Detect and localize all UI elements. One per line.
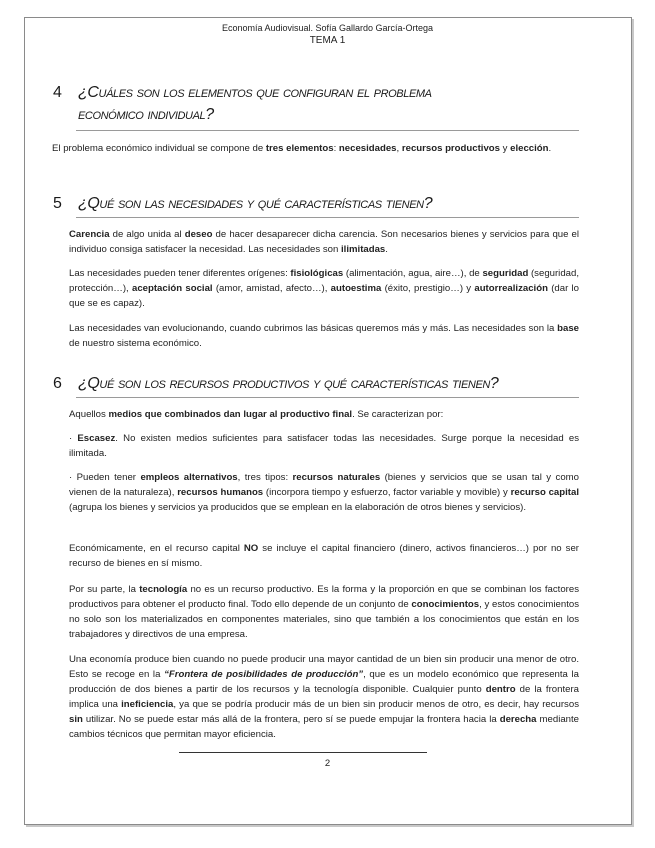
section-title: ¿Qué son los recursos productivos y qué características tienen? — [78, 375, 499, 392]
s4-paragraph-1: El problema económico individual se compone de tres elementos: necesidades, recursos productivos y elección. — [52, 143, 552, 154]
s6-paragraph-6: Una economía produce bien cuando no puede producir una mayor cantidad de un bien sin producir una menor de otro. Esto se recoge en la “Frontera de posibilidades de producción”, que es un modelo económico que representa la producción de dos bienes a partir de los recursos y la tecnología disponible. Cualquier punto dentro de la frontera implica una ineficiencia, ya que se podría producir más de un bien sin producir menos de otro, es decir, hay recursos sin utilizar. No se puede estar más allá de la frontera, pero sí se puede empujar la frontera hacia la derecha mediante cambios técnicos que permitan mayor eficiencia. — [69, 654, 579, 740]
section-number: 5 — [53, 195, 62, 212]
running-header: Economía Audiovisual. Sofía Gallardo García-Ortega — [221, 23, 434, 33]
page-number: 2 — [324, 758, 331, 769]
s6-paragraph-5: Por su parte, la tecnología no es un recurso productivo. Es la forma y la proporción en que se combinan los factores productivos para obtener el producto final. Todo ello depende de un conjunto de conocimientos, y estos conocimientos no solo son los materializados en componentes materiales, sino que también a los conocimientos que están en los trabajadores y directivos de una empresa. — [69, 584, 579, 640]
s5-paragraph-3: Las necesidades van evolucionando, cuando cubrimos las básicas queremos más y más. Las necesidades son la base de nuestro sistema económico. — [69, 323, 579, 349]
section-number: 4 — [53, 84, 62, 101]
s6-paragraph-2: · Escasez. No existen medios suficientes para satisfacer todas las necesidades. Surge porque la necesidad es ilimitada. — [69, 433, 579, 459]
section-title: ¿Cuáles son los elementos que configuran el problema — [78, 84, 432, 101]
section-title-continued: económico individual? — [78, 106, 214, 123]
s5-paragraph-1: Carencia de algo unida al deseo de hacer desaparecer dicha carencia. Son necesarios bienes y servicios para que el individuo consiga satisfacer la necesidad. Las necesidades son ilimitadas. — [69, 229, 580, 255]
s6-paragraph-1: Aquellos medios que combinados dan lugar al productivo final. Se caracterizan por: — [69, 409, 444, 420]
section-number: 6 — [53, 375, 62, 392]
section-6-heading — [53, 373, 583, 395]
topic-label: TEMA 1 — [309, 35, 346, 46]
section-title: ¿Qué son las necesidades y qué características tienen? — [78, 195, 433, 212]
heading-rule — [76, 130, 579, 131]
s6-paragraph-3: · Pueden tener empleos alternativos, tres tipos: recursos naturales (bienes y servicios que se usan tal y como vienen de la naturaleza), recursos humanos (incorpora tiempo y esfuerzo, factor variable y movible) y recurso capital (agrupa los bienes y servicios ya producidos que se emplean en la elaboración de otros bienes y servicios). — [69, 472, 579, 513]
footer-rule — [179, 752, 427, 753]
s6-paragraph-4: Económicamente, en el recurso capital NO se incluye el capital financiero (dinero, activos financieros…) por no ser recurso de bienes en sí mismo. — [69, 543, 579, 569]
section-4-heading — [53, 82, 583, 126]
heading-rule — [76, 217, 579, 218]
section-5-heading — [53, 193, 583, 215]
s5-paragraph-2: Las necesidades pueden tener diferentes orígenes: fisiológicas (alimentación, agua, aire…), de seguridad (seguridad, protección…), aceptación social (amor, amistad, afecto…), autoestima (éxito, prestigio…) y autorrealización (dar lo que se es capaz). — [69, 268, 579, 309]
heading-rule — [76, 397, 579, 398]
